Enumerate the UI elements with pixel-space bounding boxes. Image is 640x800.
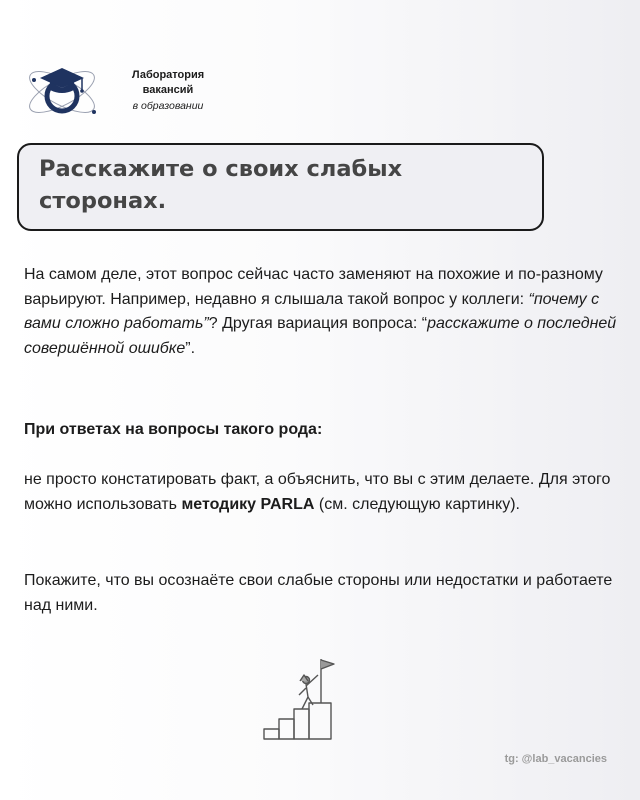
paragraph-1	[24, 263, 624, 361]
logo-line-1: Лаборатория	[131, 69, 205, 81]
logo-line-2: вакансий	[142, 84, 194, 96]
page-title: Расскажите о своих слабых сторонах.	[39, 156, 403, 214]
paragraph-1-quote-2: расскажите о последней совершённой ошибке	[24, 315, 617, 357]
paragraph-2-text-b: (см. следующую картинку).	[314, 495, 520, 513]
paragraph-2	[24, 468, 624, 517]
paragraph-2-bold: методику PARLA	[181, 495, 315, 513]
paragraph-2-text-a: не просто констатировать факт, а объяснить, что вы с этим делаете. Для этого можно использовать	[24, 471, 611, 513]
logo-line-3: в образовании	[132, 100, 204, 112]
telegram-handle: tg: @lab_vacancies	[504, 753, 607, 765]
person-climbing-stairs-flag-icon	[262, 655, 338, 741]
title-box	[17, 143, 544, 231]
climbing-illustration	[262, 655, 338, 746]
graduation-cap-logo-icon	[20, 58, 110, 128]
paragraph-1-text-b: ? Другая вариация вопроса: “	[208, 315, 428, 332]
paragraph-1-text-a: На самом деле, этот вопрос сейчас часто заменяют на похожие и по-разному варьируют. Например, недавно я слышала такой вопрос у коллеги:	[24, 266, 603, 308]
logo	[20, 58, 210, 128]
paragraph-3	[24, 569, 624, 618]
section-heading: При ответах на вопросы такого рода:	[24, 421, 323, 438]
paragraph-3-text: Покажите, что вы осознаёте свои слабые стороны или недостатки и работаете над ними.	[24, 572, 613, 614]
paragraph-1-quote-1: “почему с вами сложно работать”	[24, 290, 600, 332]
paragraph-1-text-c: ”.	[185, 339, 196, 357]
